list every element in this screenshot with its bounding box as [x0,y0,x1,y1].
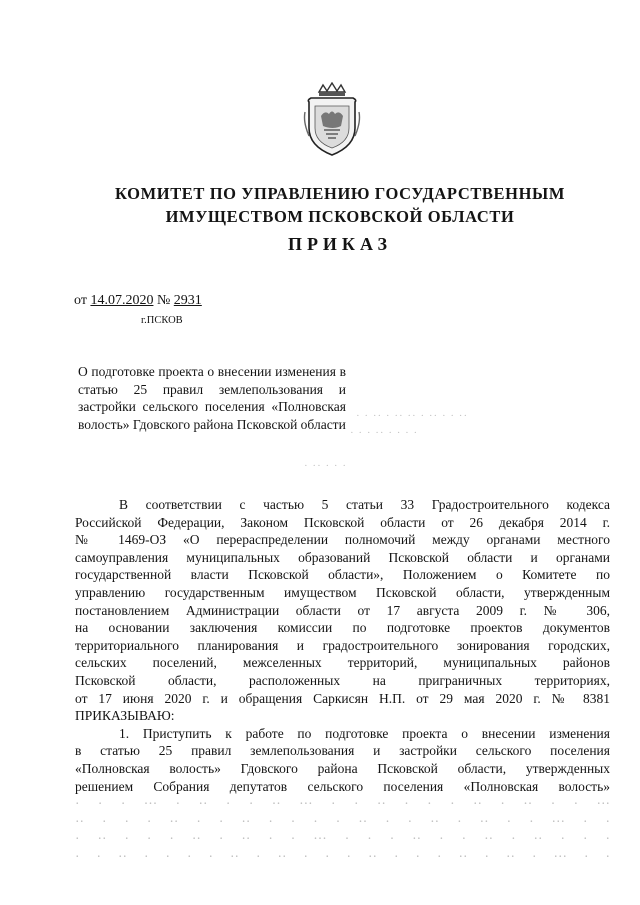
body-line: В соответствии с частью 5 статьи 33 Градостроительного кодекса [119,497,610,512]
body-line: управлению государственным имуществом Псковской области, утвержденным [75,584,610,600]
body-line: сельских поселений, межселенных территорий, муниципальных районов [75,655,610,671]
order-directive: ПРИКАЗЫВАЮ: [75,708,175,724]
order-body [75,496,610,865]
document-type-title: ПРИКАЗ [287,234,393,254]
body-line: Псковской области, расположенных на приграничных территориях, [75,672,610,688]
number-sign: № [156,293,171,308]
item-line: 1. Приступить к работе по подготовке проекта о внесении изменения [119,725,610,741]
order-subject: О подготовке проекта о внесении изменения в статью 25 правил землепользования и застройки сельского поселения «Полновская волость» Гдовского района Псковской области [78,364,346,432]
item-line: «Полновская волость» Гдовского района Псковской области, утвержденных [75,760,610,776]
order-number: 2931 [173,293,202,308]
body-line: № 1469-ОЗ «О перераспределении полномочий между органами местного [75,532,610,548]
pskov-coat-of-arms-icon [301,82,363,158]
body-line: постановлением Администрации области от 17 августа 2009 г. № 306, [75,602,610,618]
order-date-number [74,293,202,309]
body-line: Российской Федерации, Законом Псковской области от 26 декабря 2014 г. [75,514,610,530]
item-line: решением Собрания депутатов сельского поселения «Полновская волость» [75,778,610,794]
faded-stamp-text: · · · ·· · · · · [350,427,419,439]
organization-name-line2: ИМУЩЕСТВОМ ПСКОВСКОЙ ОБЛАСТИ [165,207,515,226]
faded-scan-line: · · ·· · · · · ·· · ·· · · · ·· · · · ·· · ·· · ··· · · [75,848,610,864]
body-line: государственной власти Псковской области», Положением о Комитете по [75,567,610,583]
order-date: 14.07.2020 [90,293,154,308]
organization-name-line1: КОМИТЕТ ПО УПРАВЛЕНИЮ ГОСУДАРСТВЕННЫМ [115,184,565,203]
date-prefix: от [74,293,87,308]
faded-scan-line: · · · ··· · ·· · · ·· ··· · · ·· · · · ·· · ·· · · ··· [75,796,610,812]
body-line: территориального планирования и градостроительного зонирования городских, [75,637,610,653]
body-line: на основании заключения комиссии по подготовке проектов документов [75,620,610,636]
faded-stamp-text: · · ·· · ·· ·· · ·· · · ·· [356,410,469,422]
faded-scan-line: ·· · · · ·· · · ·· · · · · ·· · · ·· · ·· · · ··· · · [75,813,610,829]
body-line: от 17 июня 2020 г. и обращения Саркисян Н.П. от 29 мая 2020 г. № 8381 [75,690,610,706]
body-line: самоуправления муниципальных образований Псковской области и органами [75,549,610,565]
faded-stamp-text: · ·· · · · [304,460,347,472]
item-line: в статью 25 правил землепользования и застройки сельского поселения [75,743,610,759]
city-name: г.ПСКОВ [141,315,183,326]
faded-scan-line: · ·· · · · ·· · ·· · · ··· · · · ·· · · ·· · ·· · · · [75,831,610,847]
